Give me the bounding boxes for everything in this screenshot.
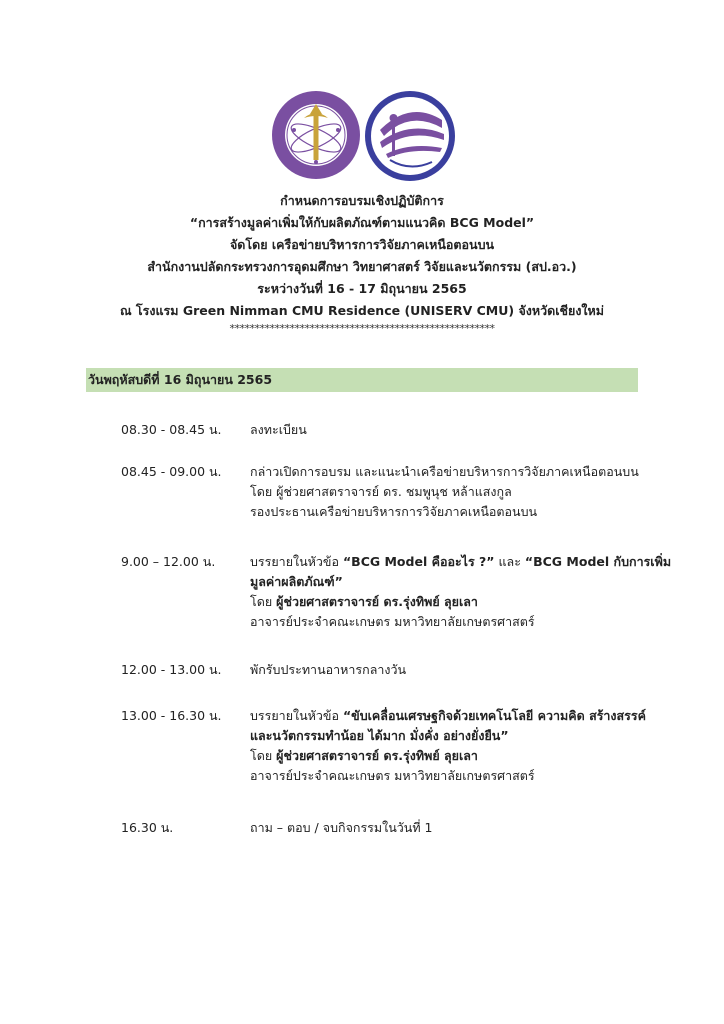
plain-text: ลงทะเบียน	[250, 422, 307, 437]
logo-area	[0, 88, 724, 183]
description-line	[250, 612, 645, 632]
description-line	[250, 660, 645, 680]
schedule-time: 08.30 - 08.45 น.	[121, 422, 222, 437]
schedule-description	[250, 552, 672, 632]
plain-text: ถาม – ตอบ / จบกิจกรรมในวันที่ 1	[250, 820, 433, 835]
schedule-time: 08.45 - 09.00 น.	[121, 464, 222, 479]
ministry-seal-logo	[270, 88, 362, 183]
plain-text: รองประธานเครือข่ายบริหารการวิจัยภาคเหนือตอนบน	[250, 504, 538, 519]
emphasized-text: และนวัตกรรมทำน้อย ได้มาก มั่งคั่ง อย่างยั่งยืน”	[250, 728, 509, 743]
description-line	[250, 462, 645, 482]
schedule-time: 12.00 - 13.00 น.	[121, 662, 222, 677]
plain-text: พักรับประทานอาหารกลางวัน	[250, 662, 407, 677]
header-line-3: จัดโดย เครือข่ายบริหารการวิจัยภาคเหนือตอนบน	[229, 237, 495, 252]
description-line	[250, 482, 645, 502]
plain-text: โดย	[250, 748, 277, 763]
emphasized-text: มูลค่าผลิตภัณฑ์”	[250, 574, 343, 589]
document-header	[0, 190, 724, 336]
day-heading: วันพฤหัสบดีที่ 16 มิถุนายน 2565	[86, 368, 638, 392]
description-line	[250, 706, 645, 726]
header-divider: *****************************************************	[229, 322, 495, 335]
header-line-6: ณ โรงแรม Green Nimman CMU Residence (UNISERV CMU) จังหวัดเชียงใหม่	[119, 303, 605, 318]
emphasized-text: “BCG Model กับการเพิ่ม	[524, 554, 672, 569]
description-line	[250, 572, 645, 592]
description-line	[250, 766, 645, 786]
header-line-4: สำนักงานปลัดกระทรวงการอุดมศึกษา วิทยาศาสตร์ วิจัยและนวัตกรรม (สป.อว.)	[147, 259, 577, 274]
description-line	[250, 552, 672, 572]
description-line	[250, 502, 645, 522]
plain-text: อาจารย์ประจำคณะเกษตร มหาวิทยาลัยเกษตรศาสตร์	[250, 768, 535, 783]
emphasized-text: ผู้ช่วยศาสตราจารย์ ดร.รุ่งทิพย์ ลุยเลา	[276, 748, 478, 763]
description-line	[250, 420, 645, 440]
schedule-time: 9.00 – 12.00 น.	[121, 554, 216, 569]
plain-text: บรรยายในหัวข้อ	[250, 708, 343, 723]
description-line	[250, 746, 645, 766]
schedule-time: 13.00 - 16.30 น.	[121, 708, 222, 723]
schedule-time: 16.30 น.	[121, 820, 174, 835]
header-line-5: ระหว่างวันที่ 16 - 17 มิถุนายน 2565	[257, 281, 467, 296]
plain-text: โดย	[250, 594, 277, 609]
description-line	[250, 592, 645, 612]
plain-text: โดย ผู้ช่วยศาสตราจารย์ ดร. ชมพูนุช หล้าแสงกูล	[250, 484, 512, 499]
schedule-description	[250, 462, 645, 522]
emphasized-text: “BCG Model คืออะไร ?”	[342, 554, 495, 569]
schedule-description	[250, 706, 645, 786]
plain-text: และ	[494, 554, 525, 569]
schedule-description	[250, 818, 645, 838]
plain-text: บรรยายในหัวข้อ	[250, 554, 343, 569]
header-line-1: กำหนดการอบรมเชิงปฏิบัติการ	[280, 193, 444, 208]
plain-text: กล่าวเปิดการอบรม และแนะนำเครือข่ายบริหารการวิจัยภาคเหนือตอนบน	[250, 464, 639, 479]
emphasized-text: “ขับเคลื่อนเศรษฐกิจด้วยเทคโนโลยี ความคิด สร้างสรรค์	[342, 708, 646, 723]
research-network-logo	[362, 90, 458, 183]
schedule-description	[250, 660, 645, 680]
schedule-description	[250, 420, 645, 440]
plain-text: อาจารย์ประจำคณะเกษตร มหาวิทยาลัยเกษตรศาสตร์	[250, 614, 535, 629]
description-line	[250, 818, 645, 838]
emphasized-text: ผู้ช่วยศาสตราจารย์ ดร.รุ่งทิพย์ ลุยเลา	[276, 594, 478, 609]
description-line	[250, 726, 645, 746]
header-line-2: “การสร้างมูลค่าเพิ่มให้กับผลิตภัณฑ์ตามแนวคิด BCG Model”	[189, 215, 535, 230]
